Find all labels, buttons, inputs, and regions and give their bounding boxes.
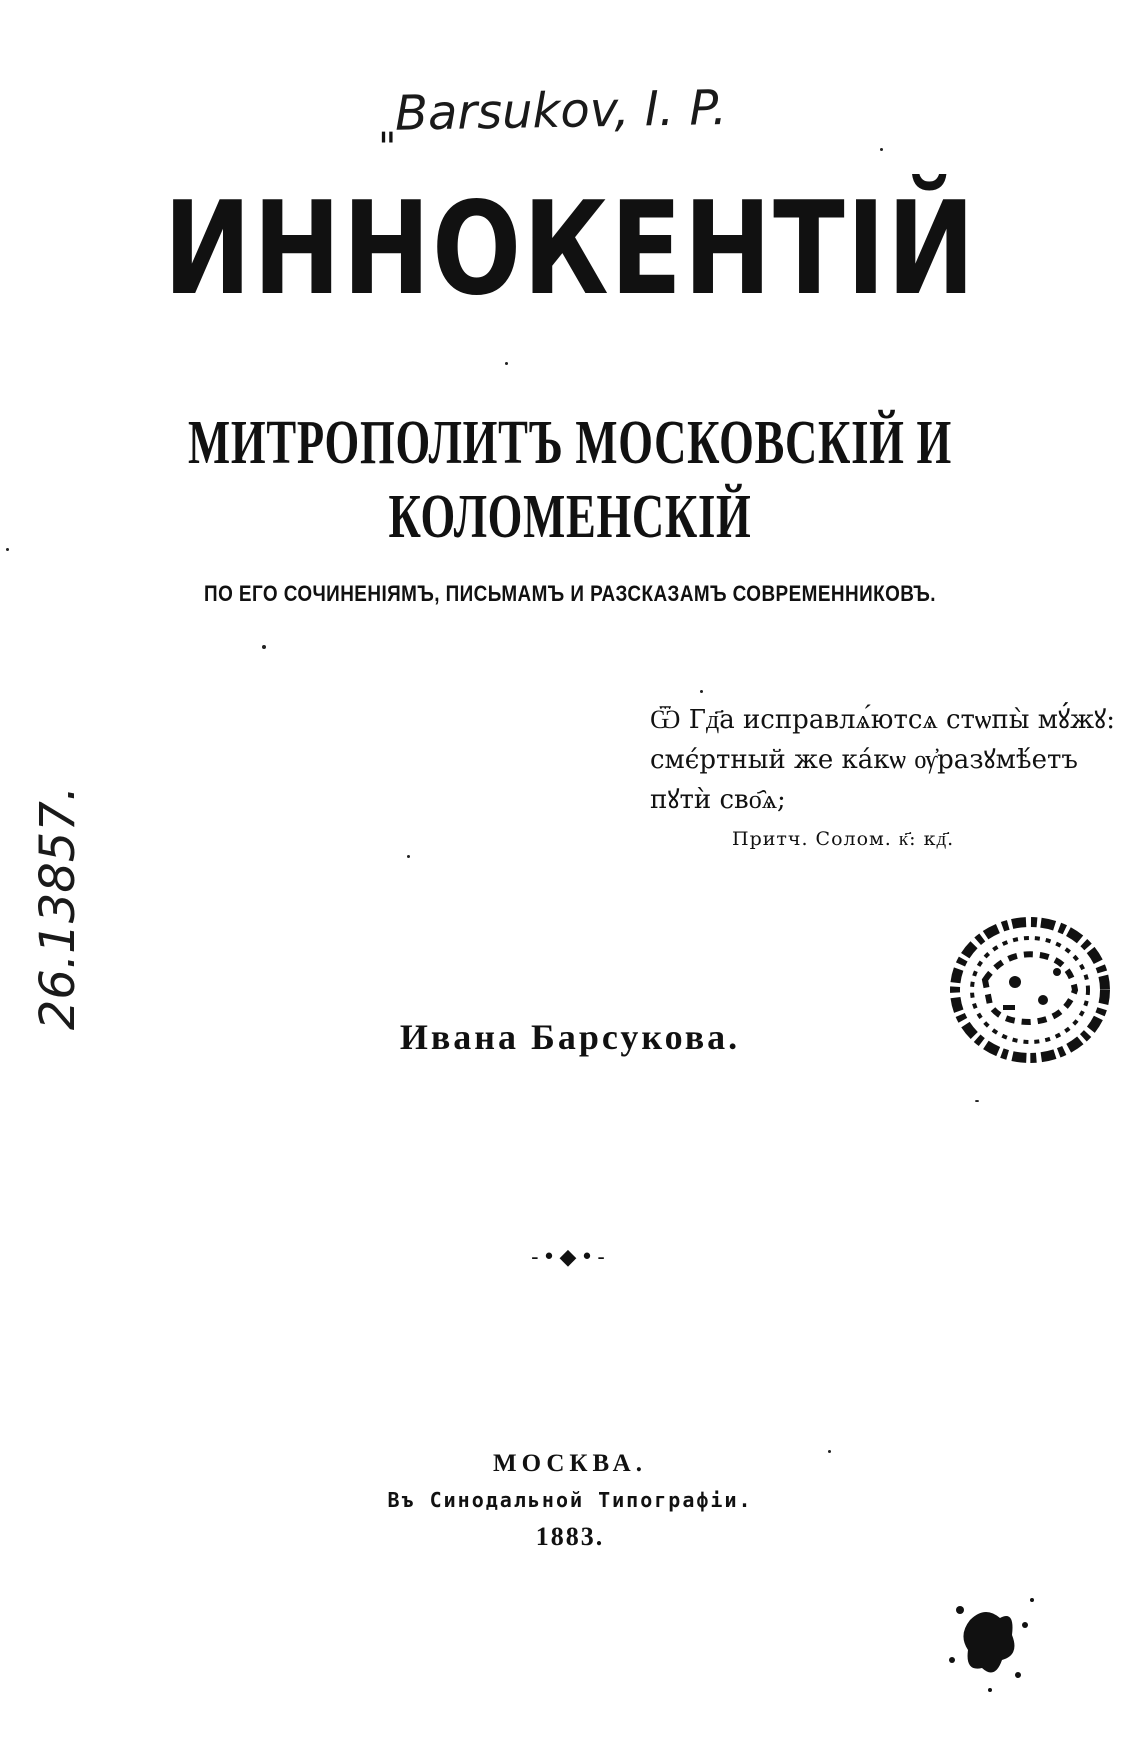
paper-speck: [880, 148, 883, 151]
imprint-city: МОСКВА.: [493, 1450, 647, 1477]
author-name: Ивана Барсукова.: [399, 1017, 741, 1057]
paper-speck: [828, 1450, 831, 1453]
paper-speck: [262, 645, 266, 649]
paper-speck: [975, 1100, 979, 1102]
description-line: ПО ЕГО СОЧИНЕНІЯМЪ, ПИСЬМАМЪ И РАЗСКАЗАМЪ СОВРЕМЕННИКОВЪ.: [204, 581, 936, 606]
imprint-press: Въ Синодальной Типографіи.: [387, 1488, 753, 1512]
handwritten-catalog-note: Barsukov, I. P.: [394, 79, 728, 142]
epigraph-line: пꙋтѝ сво҄ѧ;: [650, 785, 786, 815]
paper-speck: [700, 690, 703, 693]
ditto-mark: ": [378, 125, 397, 171]
epigraph-source: Притч. Солом. к҃: кд҃.: [732, 828, 955, 850]
subtitle: МИТРОПОЛИТЪ МОСКОВСКІЙ И КОЛОМЕНСКІЙ: [188, 409, 952, 551]
shelf-mark-text: 26.13857.: [30, 785, 86, 1031]
page-title: ИННОКЕНТІЙ: [163, 175, 977, 324]
epigraph: [650, 700, 1115, 820]
library-stamp-icon: [945, 910, 1115, 1070]
ornament-divider: -•◆•-: [531, 1245, 609, 1270]
handwritten-shelf-mark: [28, 770, 88, 1030]
paper-speck: [407, 855, 410, 858]
paper-speck: [6, 548, 9, 551]
epigraph-line: смє́ртный же ка́кѡ ѹ҆разꙋмѣ́етъ: [650, 745, 1078, 775]
ink-blot-icon: [940, 1580, 1050, 1700]
imprint-year: 1883.: [535, 1522, 605, 1551]
paper-speck: [505, 362, 508, 365]
epigraph-line: Ѿ Гд҃а исправлѧ́ютсѧ стѡпы̀ мꙋ́жꙋ:: [650, 705, 1115, 735]
